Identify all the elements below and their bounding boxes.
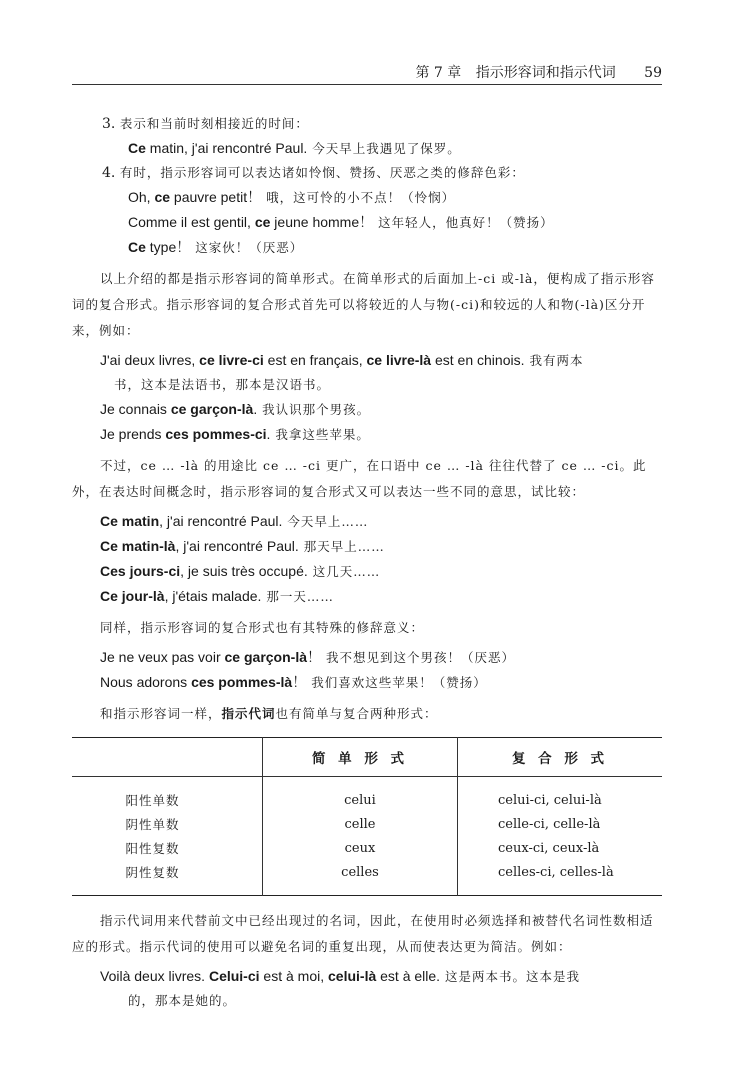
example-chinese: 我不想见到这个男孩！（厌恶）	[321, 650, 515, 665]
paragraph-bold: 指示代词	[221, 706, 276, 721]
example-french: Je ne veux pas voir	[100, 649, 225, 665]
list-text: 有时，指示形容词可以表达诸如怜悯、赞扬、厌恶之类的修辞色彩：	[119, 165, 525, 180]
example-bold: ce	[254, 214, 271, 230]
list-number: 3.	[102, 116, 116, 132]
table-cell: 阳性复数	[125, 841, 180, 856]
example-french: est en français,	[263, 352, 367, 368]
example-french: pauvre petit！	[170, 189, 262, 205]
example-continuation: 书，这本是法语书，那本是汉语书。	[114, 377, 331, 392]
list-item-3	[102, 112, 662, 136]
example-bold: Ce jour-là	[100, 588, 165, 604]
example-chinese: 这几天……	[307, 564, 381, 579]
table-cell: ceux	[263, 836, 458, 860]
example-french: J'ai deux livres,	[100, 352, 200, 368]
table-cell: celle-ci, celle-là	[458, 812, 663, 836]
example-bold: ce	[154, 189, 171, 205]
example-chinese: 那天早上……	[298, 539, 385, 554]
table-header-cell	[72, 738, 263, 777]
paragraph-5: 指示代词用来代替前文中已经出现过的名词，因此，在使用时必须选择和被替代名词性数相适应的形式。指示代词的使用可以避免名词的重复出现，从而使表达更为简洁。例如：	[72, 913, 654, 954]
example-french: est à moi,	[259, 968, 328, 984]
example-bold: ces pommes-là	[191, 674, 293, 690]
example-line	[100, 964, 662, 989]
table-cell: celui	[263, 777, 458, 813]
example-line	[128, 235, 662, 260]
paragraph-text: 也有简单与复合两种形式：	[275, 706, 438, 721]
example-chinese: 我们喜欢这些苹果！（赞扬）	[306, 675, 487, 690]
example-bold: ces pommes-ci	[165, 426, 267, 442]
page-header	[72, 62, 662, 85]
compare-line	[100, 584, 662, 609]
example-french: Nous adorons	[100, 674, 192, 690]
table-row	[72, 836, 662, 860]
table-header-cell: 简 单 形 式	[263, 738, 458, 777]
table-cell: celles	[263, 860, 458, 896]
example-chinese: 哦，这可怜的小不点！（怜悯）	[261, 190, 456, 205]
example-chinese: 我认识那个男孩。	[257, 402, 371, 417]
table-row	[72, 860, 662, 896]
table-cell: ceux-ci, ceux-là	[458, 836, 663, 860]
example-french: Oh,	[128, 189, 155, 205]
example-french: type！	[145, 239, 191, 255]
chapter-number: 第 7 章	[415, 65, 462, 81]
page-content	[72, 112, 662, 1013]
example-french: Je connais	[100, 401, 171, 417]
example-bold: Celui-ci	[208, 968, 260, 984]
example-bold: ce livre-là	[366, 352, 432, 368]
example-french: , je suis très occupé.	[180, 563, 308, 579]
example-chinese: 这家伙！（厌恶）	[190, 240, 304, 255]
table-cell: 阳性单数	[125, 793, 180, 808]
example-bold: ce garçon-là	[224, 649, 307, 665]
example-chinese: 那一天……	[261, 589, 334, 604]
example-line	[128, 136, 662, 161]
example-french: jeune homme！	[270, 214, 374, 230]
example-french: matin, j'ai rencontré Paul.	[145, 140, 308, 156]
example-french: , j'ai rencontré Paul.	[159, 513, 283, 529]
example-french: Comme il est gentil,	[128, 214, 255, 230]
example-chinese: 这是两本书。这本是我	[440, 969, 581, 984]
list-item-4	[102, 161, 662, 185]
chapter-title: 指示形容词和指示代词	[475, 65, 616, 81]
example-bold: Ce	[128, 140, 146, 156]
compare-line	[100, 509, 662, 534]
example-french: Voilà deux livres.	[100, 968, 209, 984]
example-chinese: 今天早上我遇见了保罗。	[307, 141, 461, 156]
example-french: .	[253, 401, 258, 417]
example-bold: Ce matin	[100, 513, 160, 529]
example-french: ！	[292, 674, 307, 690]
demonstrative-pronoun-table	[72, 737, 662, 896]
example-french: , j'ai rencontré Paul.	[175, 538, 299, 554]
table-cell: 阴性单数	[125, 817, 180, 832]
table-header-cell: 复 合 形 式	[458, 738, 663, 777]
paragraph-1: 以上介绍的都是指示形容词的简单形式。在简单形式的后面加上-ci 或-là，便构成了指示形容词的复合形式。指示形容词的复合形式首先可以将较近的人与物(-ci)和较远的人和物(-là)区分开来，例如：	[72, 271, 655, 338]
table-row	[72, 777, 662, 813]
example-chinese: 我有两本	[524, 353, 584, 368]
example-french: est en chinois.	[431, 352, 525, 368]
rhetoric-line	[100, 670, 662, 695]
paragraph-text: 和指示形容词一样，	[100, 706, 222, 721]
example-bold: Ces jours-ci	[100, 563, 181, 579]
example-line	[128, 210, 662, 235]
example-french: ！	[307, 649, 321, 665]
example-bold: ce livre-ci	[199, 352, 264, 368]
example-chinese: 今天早上……	[282, 514, 369, 529]
example-french: est à elle.	[376, 968, 441, 984]
page-number: 59	[644, 65, 662, 81]
example-bold: Ce matin-là	[100, 538, 176, 554]
rhetoric-line	[100, 645, 662, 670]
table-cell: celui-ci, celui-là	[458, 777, 663, 813]
table-cell: 阴性复数	[125, 865, 180, 880]
example-chinese: 我拿这些苹果。	[270, 427, 370, 442]
table-cell: celles-ci, celles-là	[458, 860, 663, 896]
compare-line	[100, 559, 662, 584]
example-french: .	[266, 426, 271, 442]
example-bold: Ce	[128, 239, 146, 255]
example-bold: ce garçon-là	[170, 401, 254, 417]
example-french: , j'étais malade.	[164, 588, 262, 604]
example-line	[100, 422, 662, 447]
example-line	[100, 397, 662, 422]
example-bold: celui-là	[328, 968, 377, 984]
list-text: 表示和当前时刻相接近的时间：	[119, 116, 309, 131]
example-line	[100, 348, 662, 373]
list-number: 4.	[102, 165, 116, 181]
table-header-row	[72, 738, 662, 777]
example-line	[128, 185, 662, 210]
example-continuation: 的，那本是她的。	[128, 993, 237, 1008]
example-french: Je prends	[100, 426, 166, 442]
table-row	[72, 812, 662, 836]
table-cell: celle	[263, 812, 458, 836]
paragraph-3: 同样，指示形容词的复合形式也有其特殊的修辞意义：	[100, 620, 425, 635]
example-chinese: 这年轻人，他真好！（赞扬）	[373, 215, 554, 230]
compare-line	[100, 534, 662, 559]
paragraph-2: 不过，ce … -là 的用途比 ce … -ci 更广，在口语中 ce … -là 往往代替了 ce … -ci。此外，在表达时间概念时，指示形容词的复合形式又可以表达一些不同的意思，试比较：	[72, 458, 647, 499]
paragraph-4	[72, 701, 662, 727]
